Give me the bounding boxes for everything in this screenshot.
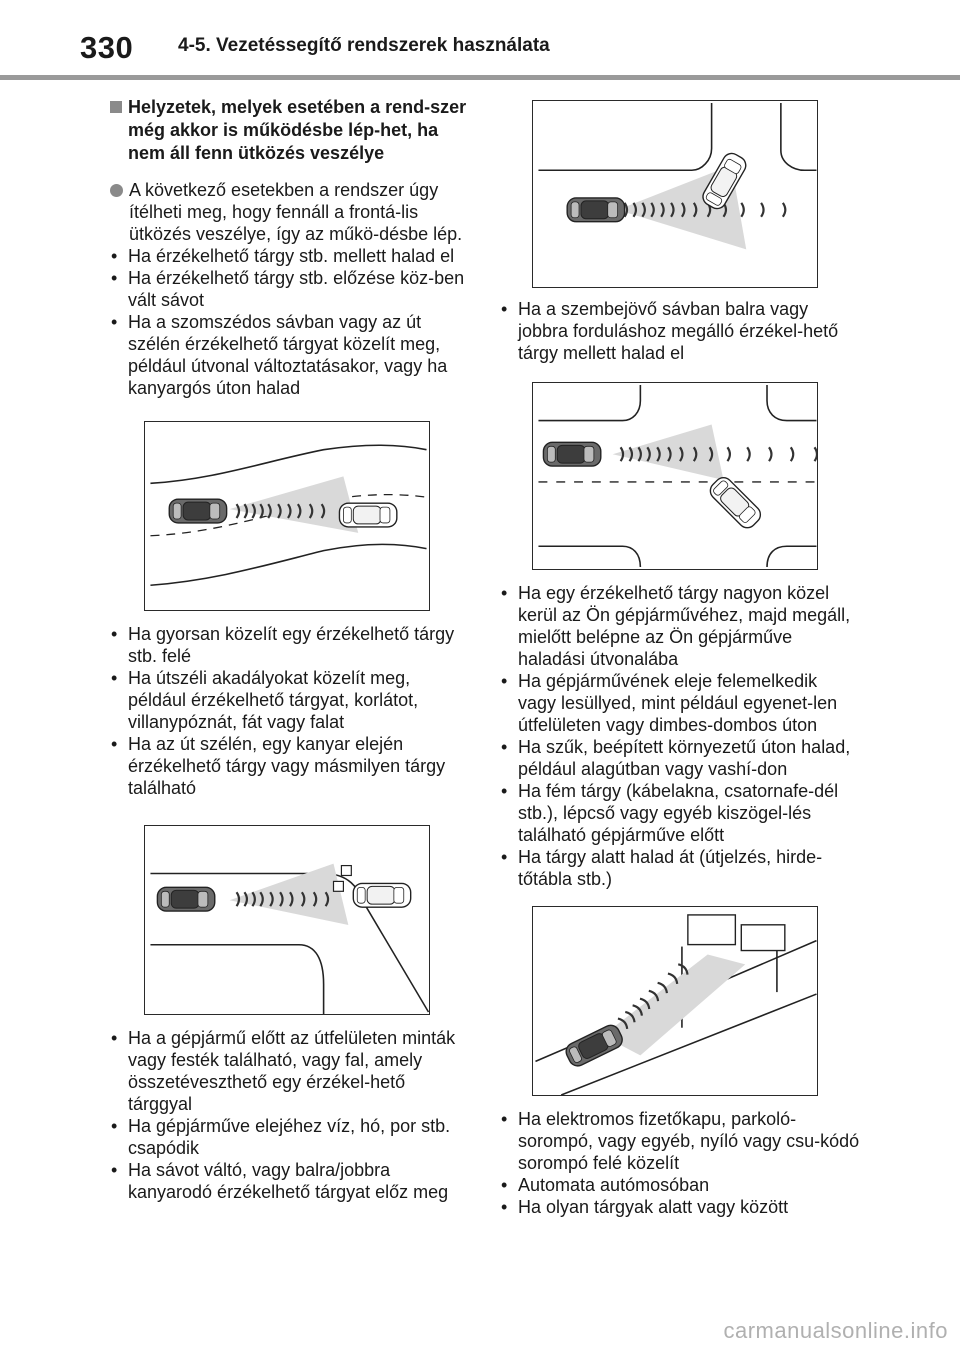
header-rule [0, 75, 960, 80]
bullet-list-r-c [500, 1108, 860, 1218]
footer-watermark: carmanualsonline.info [723, 1318, 948, 1343]
heading-text: Helyzetek, melyek esetében a rend-szer még akkor is működésbe lép-het, ha nem áll fenn ütközés veszélye [128, 97, 467, 163]
page-number: 330 [80, 30, 134, 65]
intersection-close-object-illustration [533, 383, 817, 569]
list-item: • Ha gépjárművének eleje felemelkedik vagy lesüllyed, mint például egyenet-len útfelületen vagy dimbes-dombos úton [500, 670, 860, 736]
bullet-list-r-b [500, 582, 860, 890]
curved-road-illustration [145, 422, 429, 610]
list-item: • Ha a szomszédos sávban vagy az út szélén érzékelhető tárgyat közelít meg, például útvonal változtatásakor, vagy ha kanyargós úton halad [110, 311, 470, 399]
list-item: • Ha olyan tárgyak alatt vagy között [500, 1196, 860, 1218]
bullet-list-b [110, 623, 470, 799]
list-item: • Ha a szembejövő sávban balra vagy jobbra forduláshoz megálló érzékel-hető tárgy mellett halad el [500, 298, 860, 364]
section-heading [110, 96, 470, 165]
intro-text: A következő esetekben a rendszer úgy ítélheti meg, hogy fennáll a frontá-lis ütközés veszélye, így az műkö-désbe lép. [129, 180, 463, 244]
overhead-sign-illustration [533, 907, 817, 1095]
square-bullet-icon [110, 101, 122, 113]
left-column [110, 96, 470, 1203]
list-item: • Ha sávot váltó, vagy balra/jobbra kanyarodó érzékelhető tárgyat előz meg [110, 1159, 470, 1203]
list-item: • Ha tárgy alatt halad át (útjelzés, hirde-tőtábla stb.) [500, 846, 860, 890]
list-item: • Ha elektromos fizetőkapu, parkoló-sorompó, vagy egyéb, nyíló vagy csu-kódó sorompó felé közelít [500, 1108, 860, 1174]
figure-intersection-close-object [532, 382, 818, 570]
bullet-list-a [110, 245, 470, 399]
section-title: 4-5. Vezetéssegítő rendszerek használata [178, 35, 550, 56]
list-item: • Ha érzékelhető tárgy stb. mellett halad el [110, 245, 470, 267]
figure-corner-obstacles [144, 825, 430, 1015]
list-item: • Ha útszéli akadályokat közelít meg, például érzékelhető tárgyat, korlátot, villanypóznát, fát vagy falat [110, 667, 470, 733]
list-item: • Ha gyorsan közelít egy érzékelhető tárgy stb. felé [110, 623, 470, 667]
figure-overhead-sign [532, 906, 818, 1096]
intro-row [110, 179, 470, 245]
list-item: • Ha a gépjármű előtt az útfelületen minták vagy festék található, vagy fal, amely összetéveszthető egy érzékel-hető tárggyal [110, 1027, 470, 1115]
circle-bullet-icon [110, 184, 123, 197]
list-item: • Ha szűk, beépített környezetű úton halad, például alagútban vagy vashí-don [500, 736, 860, 780]
list-item: • Ha az út szélén, egy kanyar elején érzékelhető tárgy vagy másmilyen tárgy található [110, 733, 470, 799]
list-item: • Ha fém tárgy (kábelakna, csatornafe-dél stb.), lépcső vagy egyéb kiszögel-lés található gépjárműve előtt [500, 780, 860, 846]
figure-curved-road [144, 421, 430, 611]
list-item: • Ha érzékelhető tárgy stb. előzése köz-ben vált sávot [110, 267, 470, 311]
bullet-list-c [110, 1027, 470, 1203]
intersection-turning-illustration [533, 101, 817, 287]
bullet-list-r-a [500, 298, 860, 364]
list-item: • Automata autómosóban [500, 1174, 860, 1196]
right-column [500, 100, 860, 1218]
list-item: • Ha egy érzékelhető tárgy nagyon közel kerül az Ön gépjárművéhez, majd megáll, mielőtt belépne az Ön gépjárműve haladási útvonalába [500, 582, 860, 670]
list-item: • Ha gépjárműve elejéhez víz, hó, por stb. csapódik [110, 1115, 470, 1159]
corner-illustration [145, 826, 429, 1014]
figure-intersection-turning [532, 100, 818, 288]
